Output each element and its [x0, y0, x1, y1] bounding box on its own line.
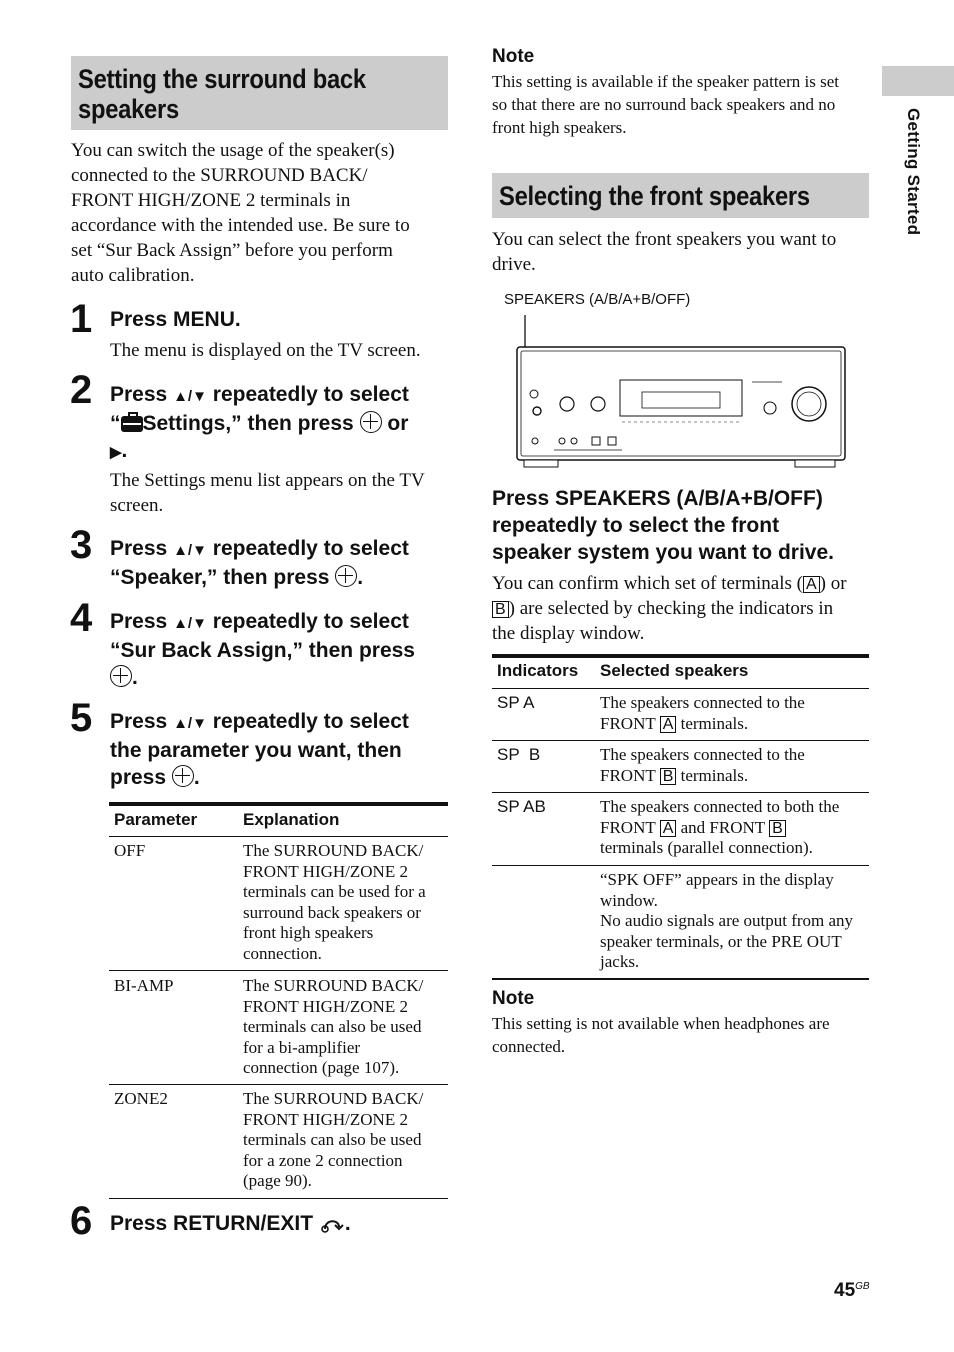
- step-number: 2: [70, 368, 93, 412]
- terminal-b-badge: B: [769, 820, 786, 837]
- table-cell-explanation: The SURROUND BACK/ FRONT HIGH/ZONE 2 terminals can be used for a surround back speakers or front high speakers connection.: [243, 841, 426, 963]
- table-header-indicators: Indicators: [497, 661, 579, 680]
- selected-speakers-cell: The speakers connected to both the FRONT A and FRONT B terminals (parallel connection).: [600, 797, 840, 857]
- up-down-arrow-icon: ▲/▼: [173, 715, 207, 732]
- up-down-arrow-icon: ▲/▼: [173, 388, 207, 405]
- table-cell-param: ZONE2: [114, 1089, 168, 1108]
- indicator-cell: SP B: [497, 745, 541, 764]
- receiver-front-panel-illustration: [512, 310, 852, 470]
- step-note: The Settings menu list appears on the TV screen.: [110, 470, 425, 516]
- indicator-cell: SP A: [497, 693, 535, 712]
- step-heading: Press RETURN/EXIT .: [110, 1212, 351, 1235]
- enter-icon: [172, 765, 194, 787]
- table-divider: [492, 740, 869, 741]
- right-arrow-icon: ▶: [110, 444, 122, 461]
- step-note: The menu is displayed on the TV screen.: [110, 340, 421, 361]
- table-cell-explanation: The SURROUND BACK/ FRONT HIGH/ZONE 2 terminals can also be used for a bi-amplifier connection (page 107).: [243, 976, 424, 1077]
- step-heading: Press MENU.: [110, 308, 241, 331]
- up-down-arrow-icon: ▲/▼: [173, 542, 207, 559]
- table-header-selected: Selected speakers: [600, 661, 749, 680]
- selected-speakers-cell: The speakers connected to the FRONT B terminals.: [600, 745, 805, 785]
- step-number: 5: [70, 696, 93, 740]
- step-number: 3: [70, 523, 93, 567]
- step-number: 1: [70, 297, 93, 341]
- page-number: $45^{GB}$: [834, 1280, 870, 1301]
- table-divider: [492, 865, 869, 866]
- table-bottom-rule: [109, 1198, 448, 1199]
- intro-paragraph: You can switch the usage of the speaker(s) connected to the SURROUND BACK/ FRONT HIGH/ZONE 2 terminals in accordance with the intended use. Be sure to set “Sur Back Assign” before you perform auto calibration.: [71, 140, 410, 286]
- selected-speakers-cell: The speakers connected to the FRONT A terminals.: [600, 693, 805, 733]
- section-title: Selecting the front speakers: [499, 181, 810, 211]
- step-heading: Press ▲/▼ repeatedly to select “Sur Back Assign,” then press .: [110, 610, 415, 689]
- enter-icon: [110, 665, 132, 687]
- intro-paragraph: You can select the front speakers you want to drive.: [492, 229, 837, 275]
- section-banner-front-speakers: [492, 173, 869, 218]
- table-divider: [109, 1084, 448, 1085]
- table-cell-explanation: The SURROUND BACK/ FRONT HIGH/ZONE 2 terminals can also be used for a zone 2 connection (page 90).: [243, 1089, 424, 1190]
- note-title: Note: [492, 988, 535, 1009]
- figure-label: SPEAKERS (A/B/A+B/OFF): [504, 291, 691, 308]
- table-divider: [492, 688, 869, 689]
- note-text: This setting is available if the speaker pattern is set so that there are no surround back speakers and no front high speakers.: [492, 72, 839, 137]
- terminal-b-badge: B: [660, 768, 677, 785]
- confirm-paragraph: You can confirm which set of terminals ( A ) or B ) are selected by checking the indicators in the display window.: [492, 573, 847, 644]
- table-bottom-rule: [492, 978, 869, 980]
- terminal-a-badge: A: [803, 576, 820, 593]
- enter-icon: [360, 411, 382, 433]
- terminal-a-badge: A: [660, 716, 677, 733]
- terminal-b-badge: B: [492, 601, 509, 618]
- indicator-cell: SP AB: [497, 797, 546, 816]
- toolbox-icon: [121, 416, 143, 432]
- step-number: 6: [70, 1199, 93, 1243]
- step-heading: Press ▲/▼ repeatedly to select “ Settings,” then press or ▶.: [110, 383, 409, 462]
- terminal-a-badge: A: [660, 820, 677, 837]
- table-divider: [492, 792, 869, 793]
- section-title: Setting the surround back: [78, 64, 366, 94]
- up-down-arrow-icon: ▲/▼: [173, 615, 207, 632]
- table-header-parameter: Parameter: [114, 810, 198, 829]
- step-heading: Press ▲/▼ repeatedly to select the parameter you want, then press .: [110, 710, 409, 789]
- section-title-line2: speakers: [78, 94, 179, 124]
- return-icon: [319, 1215, 345, 1233]
- table-top-rule: [109, 802, 448, 806]
- note-text: This setting is not available when headphones are connected.: [492, 1014, 830, 1056]
- selected-speakers-cell: “SPK OFF” appears in the display window. No audio signals are output from any speaker terminals, or the PRE OUT jacks.: [600, 870, 854, 971]
- table-cell-param: BI-AMP: [114, 976, 174, 995]
- enter-icon: [335, 565, 357, 587]
- table-top-rule: [492, 654, 869, 658]
- side-tab-marker: [882, 66, 954, 96]
- table-header-explanation: Explanation: [243, 810, 340, 829]
- note-title: Note: [492, 46, 535, 67]
- side-tab-label: Getting Started: [904, 108, 923, 236]
- step-heading: Press ▲/▼ repeatedly to select “Speaker,” then press .: [110, 537, 409, 589]
- table-divider: [109, 970, 448, 971]
- instruction-heading: Press SPEAKERS (A/B/A+B/OFF) repeatedly to select the front speaker system you want to drive.: [492, 487, 834, 564]
- table-cell-param: OFF: [114, 841, 146, 860]
- table-divider: [109, 836, 448, 837]
- section-banner-surround-back: [71, 56, 448, 130]
- step-number: 4: [70, 596, 93, 640]
